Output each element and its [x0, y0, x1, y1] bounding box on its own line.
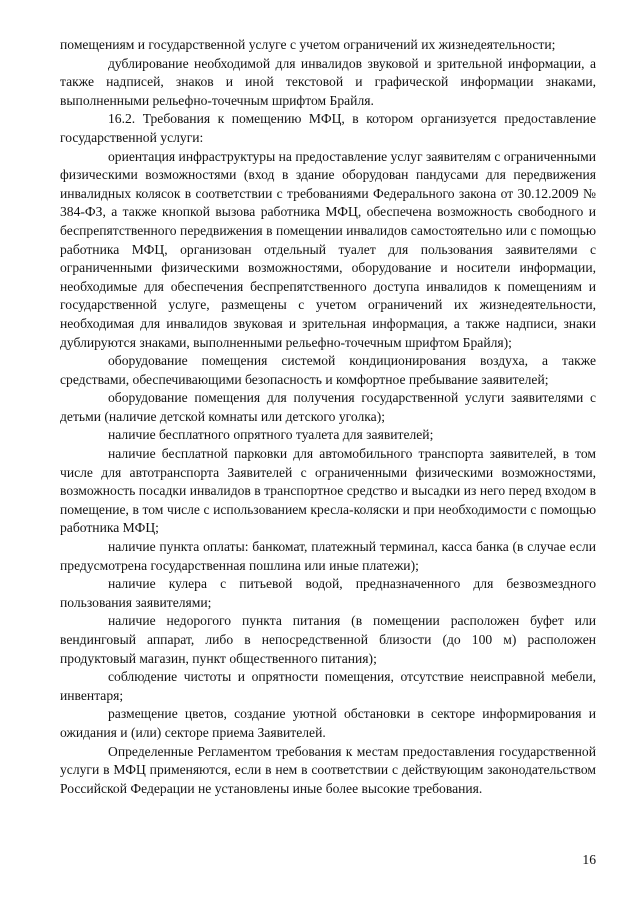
- page-number: 16: [582, 852, 596, 867]
- paragraph: наличие недорогого пункта питания (в помещении расположен буфет или вендинговый аппарат, либо в непосредственной близости (до 100 м) расположен продуктовый магазин, пункт общественного питания);: [60, 613, 596, 666]
- paragraph: Определенные Регламентом требования к местам предоставления государственной услуги в МФЦ применяются, если в нем в соответствии с действующим законодательством Российской Федерации не установлены иные более высокие требования.: [60, 743, 596, 796]
- document-body: [60, 36, 596, 798]
- paragraph: дублирование необходимой для инвалидов звуковой и зрительной информации, а также надписей, знаков и иной текстовой и графической информации знаками, выполненными рельефно-точечным шрифтом Брайля.: [60, 55, 596, 108]
- paragraph: оборудование помещения для получения государственной услуги заявителями с детьми (наличие детской комнаты или детского уголка);: [60, 390, 596, 424]
- paragraph: наличие бесплатной парковки для автомобильного транспорта заявителей, в том числе для автотранспорта Заявителей с ограниченными физическими возможностями, возможность посадки инвалидов в транспортное средство и высадки из него перед входом в помещение, в том числе с использованием кресла-коляски и при необходимости с помощью работника МФЦ;: [60, 446, 596, 536]
- paragraph: помещениям и государственной услуге с учетом ограничений их жизнедеятельности;: [60, 37, 556, 52]
- paragraph: наличие кулера с питьевой водой, предназначенного для безвозмездного пользования заявителями;: [60, 576, 596, 610]
- paragraph: ориентация инфраструктуры на предоставление услуг заявителям с ограниченными физическими возможностями (вход в здание оборудован пандусами для передвижения инвалидных колясок в соответствии с требованиями Федерального закона от 30.12.2009 № 384-ФЗ, а также кнопкой вызова работника МФЦ, обеспечена возможность свободного и беспрепятственного передвижения в помещении инвалидов самостоятельно или с помощью работника МФЦ, организован отдельный туалет для пользования заявителями с ограниченными физическими возможностями, оборудование и носители информации, необходимые для обеспечения беспрепятственного доступа инвалидов к помещениям и государственной услуге, размещены с учетом ограничений их жизнедеятельности, необходимая для инвалидов звуковая и зрительная информация, а также надписи, знаки дублируются знаками, выполненными рельефно-точечным шрифтом Брайля);: [60, 148, 596, 350]
- paragraph: наличие бесплатного опрятного туалета для заявителей;: [108, 427, 434, 443]
- paragraph: 16.2. Требования к помещению МФЦ, в котором организуется предоставление государственной услуги:: [60, 111, 596, 145]
- paragraph: размещение цветов, создание уютной обстановки в секторе информирования и ожидания и (или) секторе приема Заявителей.: [60, 706, 596, 740]
- paragraph: наличие пункта оплаты: банкомат, платежный терминал, касса банка (в случае если предусмотрена государственная пошлина или иные платежи);: [60, 539, 596, 573]
- paragraph: соблюдение чистоты и опрятности помещения, отсутствие неисправной мебели, инвентаря;: [60, 669, 596, 703]
- paragraph: оборудование помещения системой кондиционирования воздуха, а также средствами, обеспечивающими безопасность и комфортное пребывание заявителей;: [60, 353, 596, 387]
